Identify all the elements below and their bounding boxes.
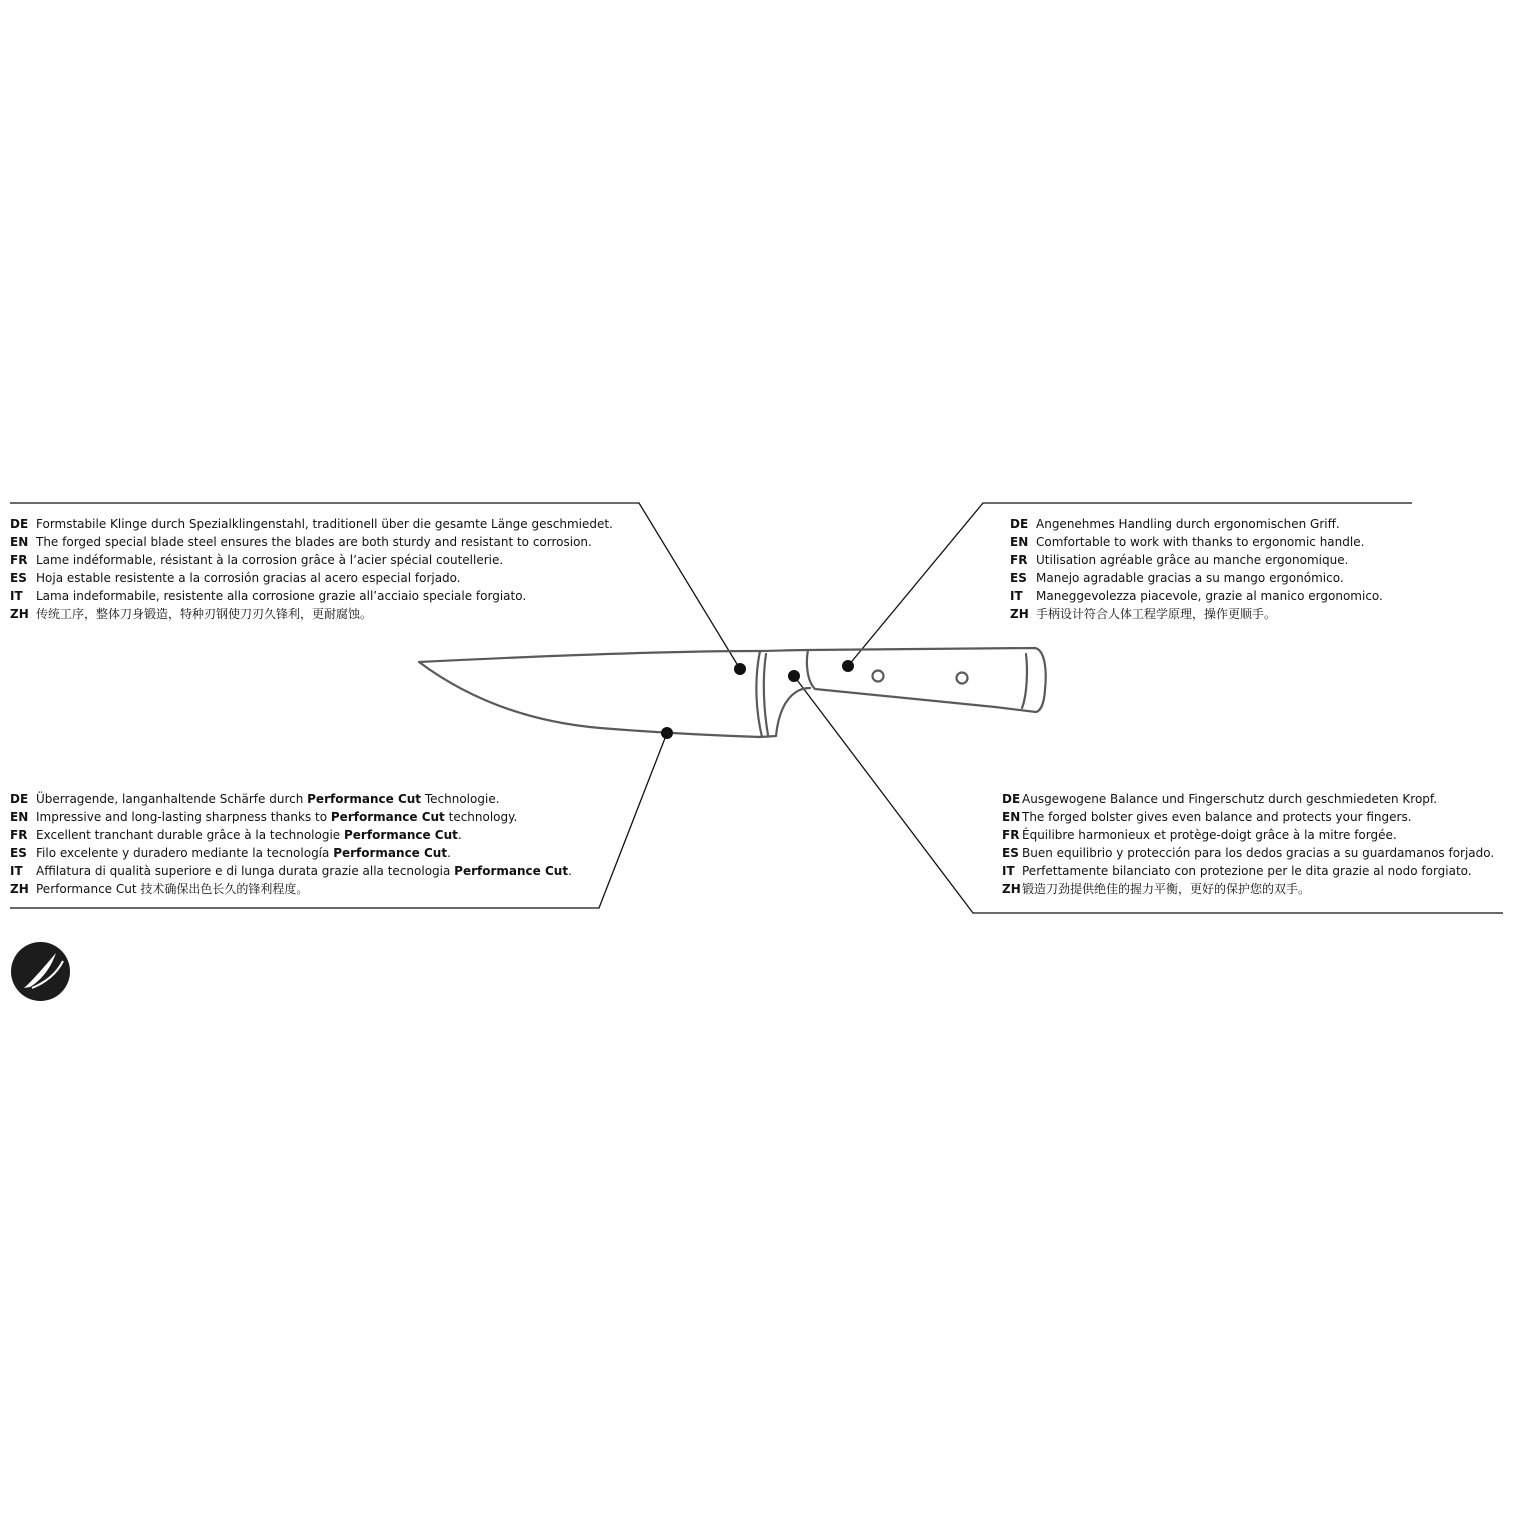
knife-handle	[807, 648, 1046, 712]
language-code: EN	[1002, 810, 1021, 824]
language-code: ZH	[1010, 607, 1029, 621]
marker-bolster	[788, 670, 800, 682]
text-fragment: Maneggevolezza piacevole, grazie al manico ergonomico.	[1036, 589, 1383, 603]
language-code: ES	[1010, 571, 1027, 585]
callout-row-de	[10, 790, 572, 808]
text-fragment: .	[457, 828, 462, 842]
callout-row-en	[1010, 533, 1383, 551]
callout-row-fr	[1010, 551, 1383, 569]
knife-handle-inner	[1022, 654, 1027, 708]
handle-rivet-1	[873, 671, 884, 682]
language-code: FR	[1010, 553, 1028, 567]
callout-text	[1022, 862, 1472, 880]
callout-row-fr	[1002, 826, 1494, 844]
text-fragment: Hoja estable resistente a la corrosión gracias al acero especial forjado.	[36, 571, 461, 585]
text-fragment: Überragende, langanhaltende Schärfe durch	[36, 792, 308, 806]
callout-text	[1036, 551, 1348, 569]
knife-outline	[419, 648, 1046, 737]
callout-row-es	[1010, 569, 1383, 587]
language-code: DE	[1002, 792, 1021, 806]
text-fragment: Manejo agradable gracias a su mango ergonómico.	[1036, 571, 1344, 585]
callout-row-de	[10, 515, 613, 533]
callout-text	[1036, 569, 1344, 587]
language-code: ZH	[1002, 882, 1021, 896]
text-fragment: .	[447, 846, 451, 860]
brand-term: Performance Cut	[344, 828, 458, 842]
callout-row-es	[10, 569, 613, 587]
text-fragment: Impressive and long-lasting sharpness thanks to	[36, 810, 331, 824]
text-fragment: Utilisation agréable grâce au manche ergonomique.	[1036, 553, 1349, 567]
callout-handle	[1010, 515, 1383, 623]
knife-bolster-edge	[764, 654, 768, 735]
callout-text	[1022, 808, 1412, 826]
language-code: ZH	[10, 607, 29, 621]
marker-sharpness	[661, 727, 673, 739]
language-code: IT	[1010, 589, 1023, 603]
callout-text	[36, 515, 613, 533]
callout-row-de	[1002, 790, 1494, 808]
language-code: ES	[10, 846, 27, 860]
callout-text	[1022, 790, 1437, 808]
callout-row-en	[10, 533, 613, 551]
callout-text	[36, 533, 592, 551]
language-code: ES	[1002, 846, 1019, 860]
marker-handle	[842, 660, 854, 672]
callout-bolster	[1002, 790, 1494, 898]
callout-text	[1036, 515, 1340, 533]
language-code: IT	[1002, 864, 1015, 878]
language-code: ES	[10, 571, 27, 585]
language-code: FR	[10, 553, 28, 567]
callout-row-es	[10, 844, 572, 862]
callout-text	[36, 808, 517, 826]
language-code: IT	[10, 864, 23, 878]
text-fragment: Ausgewogene Balance und Fingerschutz durch geschmiedeten Kropf.	[1022, 792, 1438, 806]
blade-logo-icon	[10, 941, 71, 1002]
callout-row-en	[1002, 808, 1494, 826]
text-fragment: 传统工序，整体刀身锻造，特种刃钢使刀刃久锋利，更耐腐蚀。	[36, 607, 373, 621]
brand-term: Performance Cut	[330, 810, 445, 824]
brand-term: Performance Cut	[333, 846, 448, 860]
callout-text	[36, 551, 503, 569]
text-fragment: 锻造刀劲提供绝佳的握力平衡，更好的保护您的双手。	[1022, 882, 1311, 896]
text-fragment: Lama indeformabile, resistente alla corrosione grazie all’acciaio speciale forgiato.	[36, 589, 527, 603]
callout-text	[36, 587, 526, 605]
callout-row-en	[10, 808, 572, 826]
callout-blade-steel	[10, 515, 613, 623]
callout-row-zh	[10, 880, 572, 898]
text-fragment: Équilibre harmonieux et protège-doigt grâce à la mitre forgée.	[1022, 828, 1397, 842]
text-fragment: Lame indéformable, résistant à la corrosion grâce à l’acier spécial coutellerie.	[36, 553, 504, 567]
text-fragment: Angenehmes Handling durch ergonomischen Griff.	[1036, 517, 1340, 531]
language-code: ZH	[10, 882, 29, 896]
callout-text	[1036, 587, 1383, 605]
callout-row-de	[1010, 515, 1383, 533]
text-fragment: technology.	[444, 810, 518, 824]
language-code: IT	[10, 589, 23, 603]
text-fragment: The forged bolster gives even balance and protects your fingers.	[1022, 810, 1412, 824]
language-code: EN	[1010, 535, 1029, 549]
callout-text	[36, 826, 462, 844]
callout-text	[1036, 605, 1276, 623]
callout-sharpness	[10, 790, 572, 898]
text-fragment: Perfettamente bilanciato con protezione per le dita grazie al nodo forgiato.	[1022, 864, 1472, 878]
language-code: EN	[10, 810, 29, 824]
callout-text	[36, 880, 308, 898]
callout-text	[36, 844, 451, 862]
callout-row-it	[10, 587, 613, 605]
callout-text	[1022, 844, 1494, 862]
callout-row-es	[1002, 844, 1494, 862]
text-fragment: Technologie.	[421, 792, 500, 806]
callout-row-fr	[10, 551, 613, 569]
language-code: DE	[10, 517, 29, 531]
callout-text	[36, 862, 572, 880]
language-code: FR	[1002, 828, 1020, 842]
callout-row-zh	[1010, 605, 1383, 623]
text-fragment: Performance Cut 技术确保出色长久的锋利程度。	[36, 882, 309, 896]
callout-text	[1022, 826, 1397, 844]
callout-row-fr	[10, 826, 572, 844]
knife-blade	[419, 651, 760, 737]
callout-text	[36, 569, 461, 587]
language-code: EN	[10, 535, 29, 549]
callout-row-zh	[10, 605, 613, 623]
language-code: FR	[10, 828, 28, 842]
text-fragment: 手柄设计符合人体工程学原理，操作更顺手。	[1036, 607, 1277, 621]
text-fragment: Buen equilibrio y protección para los dedos gracias a su guardamanos forjado.	[1022, 846, 1495, 860]
text-fragment: The forged special blade steel ensures the blades are both sturdy and resistant to corrosion.	[36, 535, 592, 549]
language-code: DE	[10, 792, 29, 806]
brand-term: Performance Cut	[307, 792, 422, 806]
callout-row-it	[1010, 587, 1383, 605]
brand-term: Performance Cut	[454, 864, 569, 878]
text-fragment: Comfortable to work with thanks to ergonomic handle.	[1036, 535, 1365, 549]
callout-text	[36, 790, 500, 808]
callout-row-it	[1002, 862, 1494, 880]
text-fragment: Formstabile Klinge durch Spezialklingenstahl, traditionell über die gesamte Länge geschmiedet.	[36, 517, 613, 531]
callout-row-it	[10, 862, 572, 880]
handle-rivet-2	[957, 673, 968, 684]
callout-text	[36, 605, 372, 623]
language-code: DE	[1010, 517, 1029, 531]
callout-text	[1036, 533, 1364, 551]
text-fragment: Filo excelente y duradero mediante la tecnología	[36, 846, 334, 860]
callout-row-zh	[1002, 880, 1494, 898]
text-fragment: .	[568, 864, 572, 878]
text-fragment: Affilatura di qualità superiore e di lunga durata grazie alla tecnologia	[36, 864, 455, 878]
marker-blade-steel	[734, 663, 746, 675]
callout-text	[1022, 880, 1310, 898]
text-fragment: Excellent tranchant durable grâce à la technologie	[36, 828, 344, 842]
